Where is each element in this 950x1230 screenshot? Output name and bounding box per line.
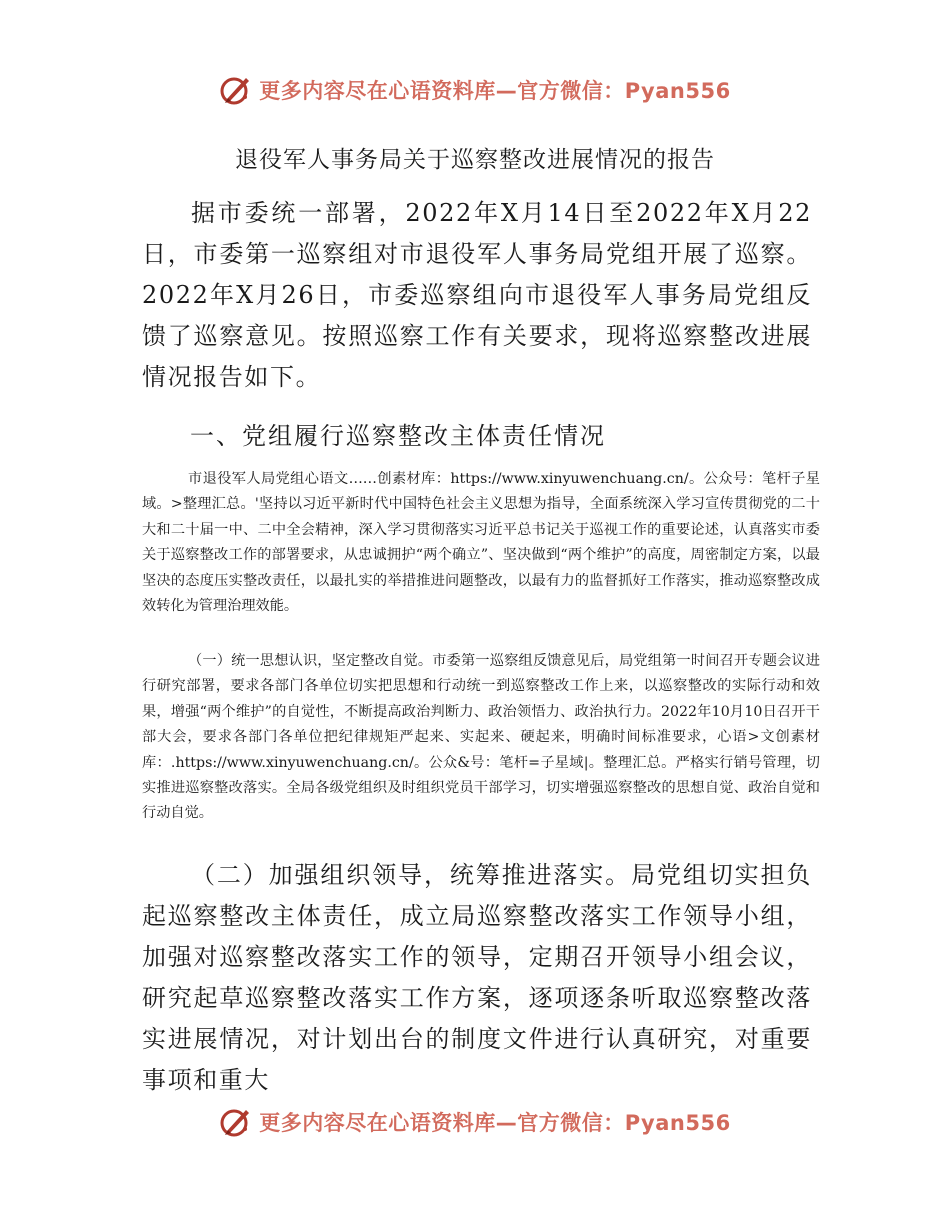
document-title: 退役军人事务局关于巡察整改进展情况的报告 (235, 147, 715, 173)
watermark-banner-bottom (0, 1100, 950, 1144)
section-heading-1: 一、党组履行巡察整改主体责任情况 (190, 422, 606, 450)
watermark-banner-top (0, 68, 950, 112)
intro-paragraph: 据市委统一部署，2022年X月14日至2022年X月22日，市委第一巡察组对市退役军人事务局党组开展了巡察。2022年X月26日，市委巡察组向市退役军人事务局党组反馈了巡察意见。按照巡察工作有关要求，现将巡察整改进展情况报告如下。 (142, 199, 812, 391)
subsection2-paragraph: （二）加强组织领导，统筹推进落实。局党组切实担负起巡察整改主体责任，成立局巡察整改落实工作领导小组，加强对巡察整改落实工作的领导，定期召开领导小组会议，研究起草巡察整改落实工作方案，逐项逐条听取巡察整改落实进展情况，对计划出台的制度文件进行认真研究，对重要事项和重大 (142, 861, 812, 1094)
watermark-text: 更多内容尽在心语资料库—官方微信：Pyan556 (259, 1111, 731, 1135)
section1-paragraph: 市退役军人局党组心语文……创素材库：https://www.xinyuwenchuang.cn/。公众号：笔杆子星域。>整理汇总。'坚持以习近平新时代中国特色社会主义思想为指导，全面系统深入学习宣传贯彻党的二十大和二十届一中、二中全会精神，深入学习贯彻落实习近平总书记关于巡视工作的重要论述，认真落实市委关于巡察整改工作的部署要求，从忠诚拥护“两个确立”、坚决做到“两个维护”的高度，周密制定方案，以最坚决的态度压实整改责任，以最扎实的举措推进问题整改，以最有力的监督抓好工作落实，推动巡察整改成效转化为管理治理效能。 (142, 471, 820, 615)
subsection1-paragraph: （一）统一思想认识，坚定整改自觉。市委第一巡察组反馈意见后，局党组第一时间召开专题会议进行研究部署，要求各部门各单位切实把思想和行动统一到巡察整改工作上来，以巡察整改的实际行动和效果，增强“两个维护”的自觉性，不断提高政治判断力、政治领悟力、政治执行力。2022年10月10日召开干部大会，要求各部门各单位把纪律规矩严起来、实起来、硬起来，明确时间标准要求，心语>文创素材库：.https://www.xinyuwenchuang.cn/。公众&号：笔杆=子星域|。整理汇总。严格实行销号管理，切实推进巡察整改落实。全局各级党组织及时组织党员干部学习，切实增强巡察整改的思想自觉、政治自觉和行动自觉。 (142, 653, 820, 822)
watermark-text: 更多内容尽在心语资料库—官方微信：Pyan556 (259, 79, 731, 103)
quill-pen-logo-icon (219, 1105, 253, 1139)
quill-pen-logo-icon (219, 73, 253, 107)
